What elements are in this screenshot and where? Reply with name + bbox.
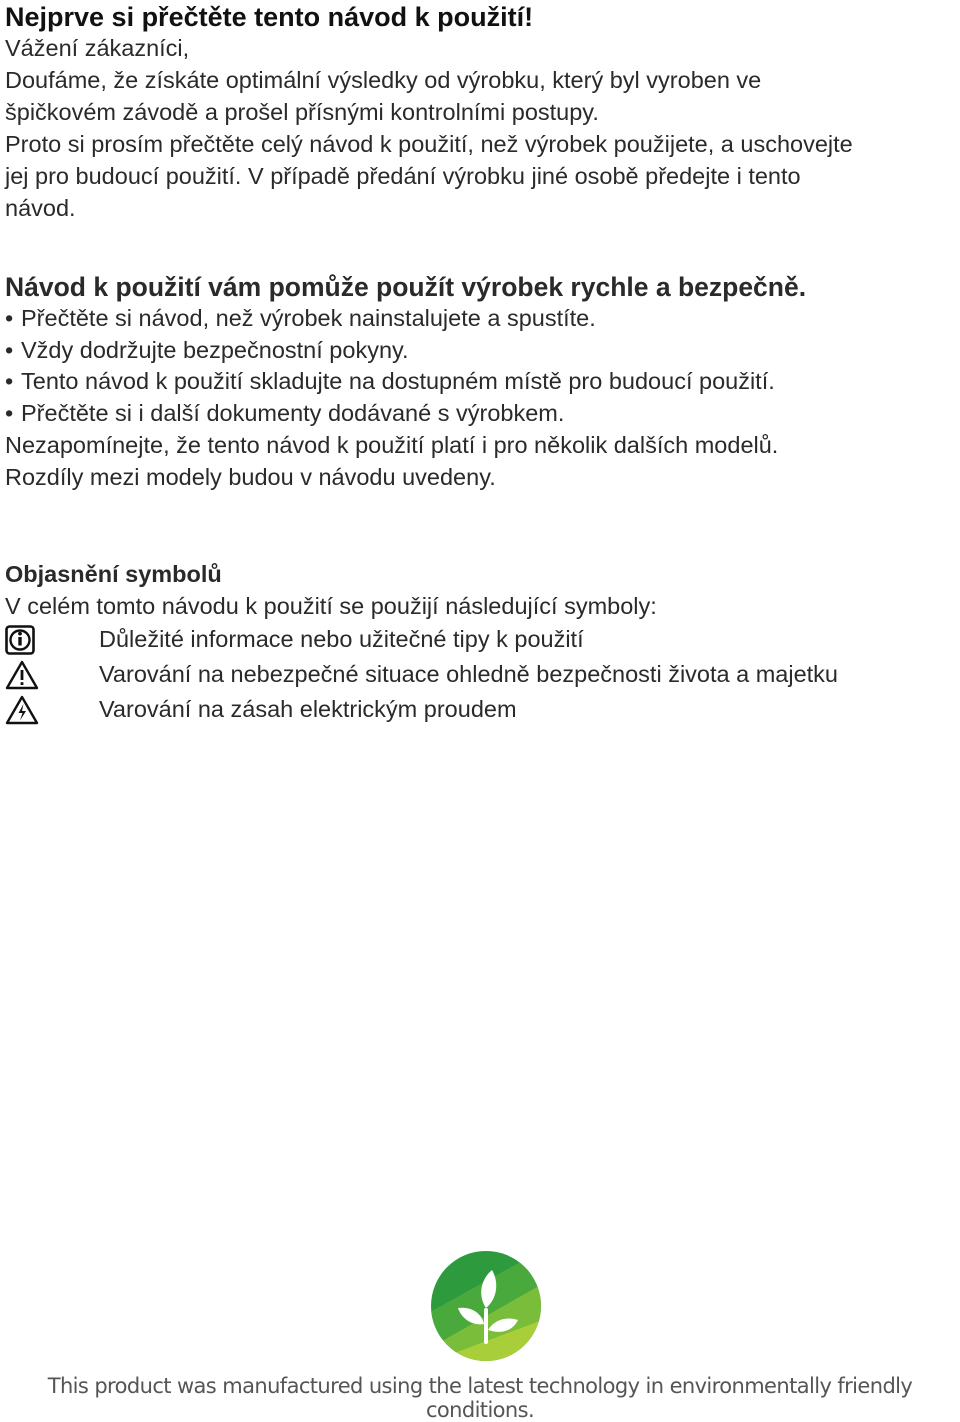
symbol-row [5,622,957,657]
list-item [5,303,957,335]
warning-icon [5,657,99,692]
eco-leaf-logo [430,1250,542,1362]
symbol-row [5,657,957,692]
electric-shock-icon [5,692,99,727]
section-heading: Návod k použití vám pomůže použít výrobek rychle a bezpečně. [5,272,807,302]
list-item [5,398,957,430]
bullet-mark: • [5,305,14,331]
list-item-text: Vždy dodržujte bezpečnostní pokyny. [21,336,409,363]
list-item-text: Tento návod k použití skladujte na dostupném místě pro budoucí použití. [21,368,775,394]
symbols-list [5,622,957,727]
intro-line: Vážení zákazníci, [5,35,190,61]
intro-line: špičkovém závodě a prošel přísnými kontrolními postupy. [5,99,599,125]
symbol-row [5,692,957,727]
symbol-description: Varování na zásah elektrickým proudem [99,696,517,722]
symbol-description: Varování na nebezpečné situace ohledně bezpečnosti života a majetku [99,661,838,687]
bullet-mark: • [5,399,14,426]
bullet-list [5,303,957,429]
bullet-mark: • [5,368,14,394]
list-item-text: Přečtěte si návod, než výrobek nainstalujete a spustíte. [21,305,596,331]
info-icon [5,622,99,657]
symbols-intro: V celém tomto návodu k použití se použijí následující symboly: [5,593,657,619]
bullet-mark: • [5,336,14,363]
page-title: Nejprve si přečtěte tento návod k použití! [5,2,534,32]
intro-block [5,32,957,224]
note-line: Nezapomínejte, že tento návod k použití platí i pro několik dalších modelů. [5,432,779,458]
list-item [5,335,957,367]
intro-line: návod. [5,195,76,221]
symbol-description: Důležité informace nebo užitečné tipy k použití [99,626,584,652]
intro-line: Doufáme, že získáte optimální výsledky od výrobku, který byl vyroben ve [5,67,762,93]
intro-line: jej pro budoucí použití. V případě předání výrobku jiné osobě předejte i tento [5,163,801,189]
footer-text: This product was manufactured using the latest technology in environmentally friendly conditions. [47,1374,913,1422]
symbols-heading: Objasnění symbolů [5,561,222,587]
list-item-text: Přečtěte si i další dokumenty dodávané s výrobkem. [21,399,565,426]
document-page [5,0,957,727]
note-line: Rozdíly mezi modely budou v návodu uvedeny. [5,464,496,490]
intro-line: Proto si prosím přečtěte celý návod k použití, než výrobek použijete, a uschovejte [5,131,853,157]
list-item [5,366,957,398]
